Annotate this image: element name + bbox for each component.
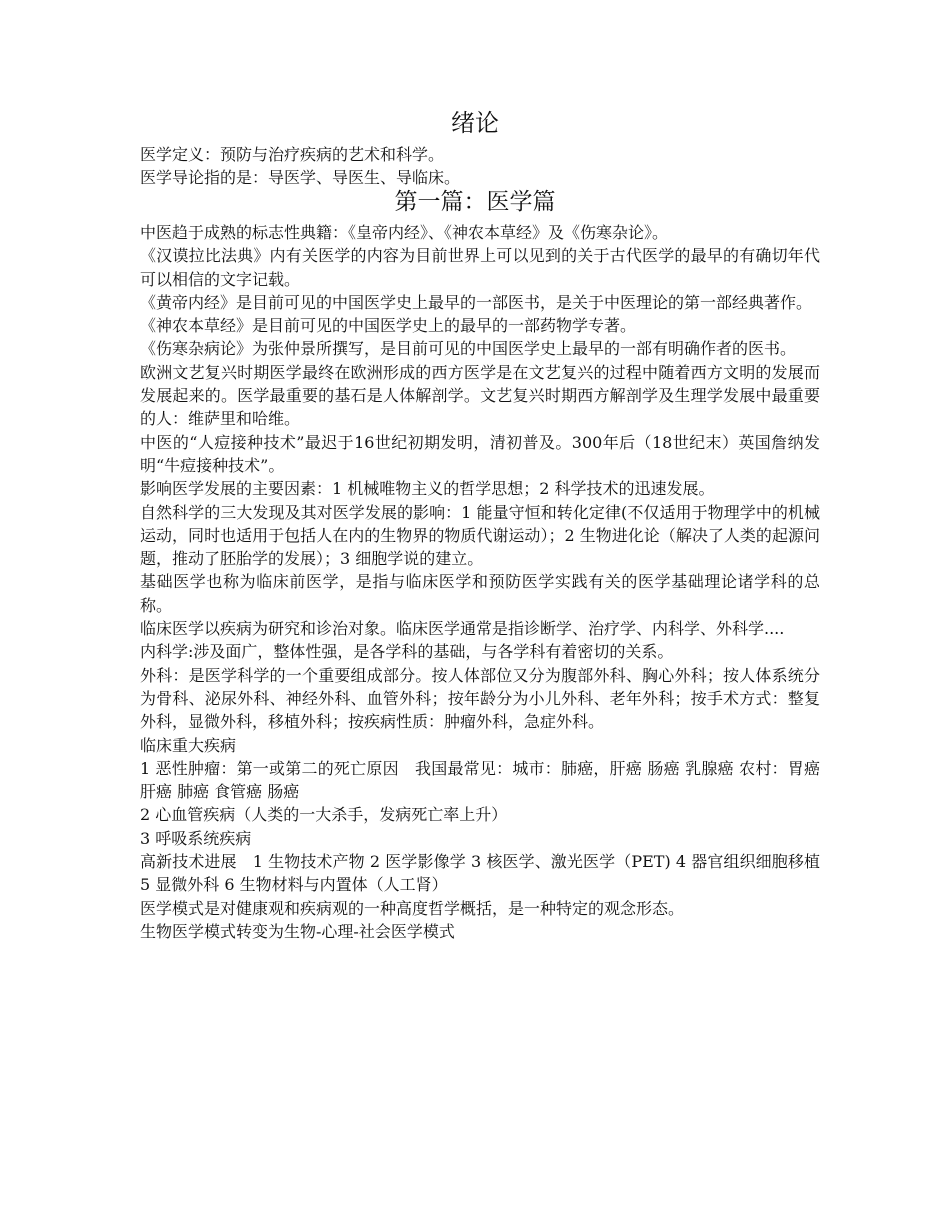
paragraph: 《伤寒杂病论》为张仲景所撰写，是目前可见的中国医学史上最早的一部有明确作者的医书。 [140, 339, 797, 359]
paragraph: 医学模式是对健康观和疾病观的一种高度哲学概括，是一种特定的观念形态。 [140, 898, 685, 918]
intro-section [140, 143, 820, 190]
paragraph: 临床重大疾病 [140, 735, 237, 755]
paragraph: 基础医学也称为临床前医学，是指与临床医学和预防医学实践有关的医学基础理论诸学科的总称。 [140, 572, 820, 615]
part-title: 第一篇：医学篇 [394, 189, 556, 215]
paragraph: 自然科学的三大发现及其对医学发展的影响：1 能量守恒和转化定律(不仅适用于物理学中的机械运动，同时也适用于包括人在内的生物界的物质代谢运动）；2 生物进化论（解决了人类的起源问题，推动了胚胎学的发展）；3 细胞学说的建立。 [140, 502, 820, 569]
paragraph: 影响医学发展的主要因素：1 机械唯物主义的哲学思想；2 科学技术的迅速发展。 [140, 479, 715, 499]
paragraph: 生物医学模式转变为生物-心理-社会医学模式 [140, 921, 455, 941]
paragraph: 临床医学以疾病为研究和诊治对象。临床医学通常是指诊断学、治疗学、内科学、外科学.... [140, 619, 785, 639]
paragraph: 《汉谟拉比法典》内有关医学的内容为目前世界上可以见到的关于古代医学的最早的有确切年代可以相信的文字记载。 [140, 246, 820, 289]
document-title: 绪论 [451, 109, 499, 137]
intro-line: 医学定义：预防与治疗疾病的艺术和科学。 [140, 145, 445, 164]
paragraph: 欧洲文艺复兴时期医学最终在欧洲形成的西方医学是在文艺复兴的过程中随着西方文明的发展而发展起来的。医学最重要的基石是人体解剖学。文艺复兴时期西方解剖学及生理学发展中最重要的人：维萨里和哈维。 [140, 362, 820, 429]
paragraph: 《神农本草经》是目前可见的中国医学史上的最早的一部药物学专著。 [140, 316, 637, 336]
paragraph: 3 呼吸系统疾病 [140, 828, 252, 848]
paragraph: 1 恶性肿瘤：第一或第二的死亡原因 我国最常见：城市：肺癌，肝癌 肠癌 乳腺癌 农村：胃癌 肝癌 肺癌 食管癌 肠癌 [140, 758, 820, 802]
intro-line: 医学导论指的是：导医学、导医生、导临床。 [140, 168, 461, 188]
paragraph: 中医的“人痘接种技术”最迟于16世纪初期发明，清初普及。300年后（18世纪末）英国詹纳发明“牛痘接种技术”。 [140, 432, 820, 475]
paragraph: 《黄帝内经》是目前可见的中国医学史上最早的一部医书，是关于中医理论的第一部经典著作。 [140, 292, 813, 312]
paragraph: 中医趋于成熟的标志性典籍：《皇帝内经》、《神农本草经》及《伤寒杂论》。 [140, 223, 669, 242]
paragraph: 高新技术进展 1 生物技术产物 2 医学影像学 3 核医学、激光医学（PET) 4 器官组织细胞移植 5 显微外科 6 生物材料与内置体（人工肾） [140, 852, 820, 895]
body-section [140, 221, 820, 943]
paragraph: 内科学:涉及面广，整体性强，是各学科的基础，与各学科有着密切的关系。 [140, 642, 674, 662]
paragraph: 外科：是医学科学的一个重要组成部分。按人体部位又分为腹部外科、胸心外科；按人体系统分为骨科、泌尿外科、神经外科、血管外科；按年龄分为小儿外科、老年外科；按手术方式：整复外科，显微外科，移植外科；按疾病性质：肿瘤外科，急症外科。 [140, 665, 820, 732]
paragraph: 2 心血管疾病（人类的一大杀手，发病死亡率上升） [140, 805, 508, 825]
